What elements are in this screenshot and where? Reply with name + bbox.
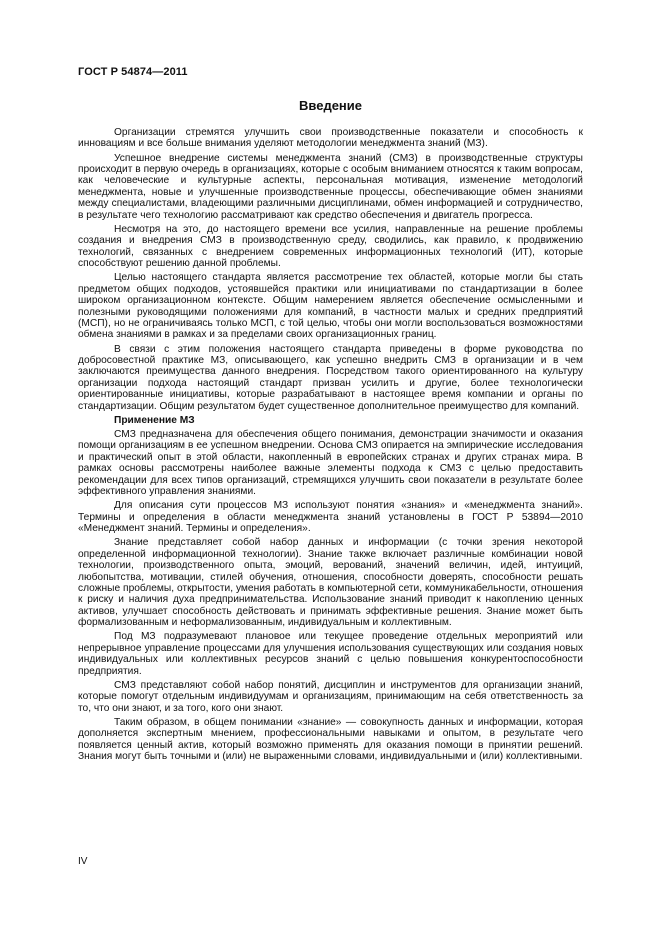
paragraph: Целью настоящего стандарта является рассмотрение тех областей, которые могли бы стать предметом общих подходов, устоявшейся практики или инициативами по стандартизации в более широком организационном контексте. Общим намерением является обеспечение осмысленными и полезными руководящими положениями для компаний, в частности малых и средних предприятий (МСП), но не ограничиваясь только МСП, с той целью, чтобы они могли воспользоваться возможностями обмена знаниями в рамках и за пределами своих организационных границ.	[78, 272, 583, 341]
body-text	[78, 127, 583, 765]
standard-header: ГОСТ Р 54874—2011	[78, 66, 188, 78]
paragraph: СМЗ предназначена для обеспечения общего понимания, демонстрации значимости и оказания помощи организациям в ее успешном внедрении. Основа СМЗ опирается на эмпирические исследования и практический опыт в этой области, накопленный в европейских странах и других странах мира. В рамках основы рассмотрены наиболее важные элементы подхода к СМЗ с целью предоставить рекомендации для всех типов организаций, стремящихся улучшить свои показатели в результате более эффективного управления знаниями.	[78, 428, 583, 498]
paragraph: Знание представляет собой набор данных и информации (с точки зрения некоторой определенной информационной технологии). Знание также включает различные комбинации новой технологии, производственного опыта, эмоций, верований, значений величин, идей, интуиций, любопытства, мотивации, стилей обучения, отношения, способности доверять, способности решать сложные проблемы, открытости, умения работать в компьютерной сети, коммуникабельности, отношения к риску и наличия духа предпринимательства. Использование знаний приводит к накоплению ценных активов, улучшает способность действовать и принимать эффективные решения. Знание может быть формализованным и неформализованным, индивидуальным и коллективным.	[78, 537, 583, 629]
paragraph: В связи с этим положения настоящего стандарта приведены в форме руководства по добросовестной практике МЗ, описывающего, как успешно внедрить СМЗ в организации и в чем заключаются преимущества данного внедрения. Посредством такого ориентированного на культуру организации подхода настоящий стандарт призван усилить и другие, более технологически ориентированные инициативы, которые разрабатывают в настоящее время компании и органы по стандартизации. Общим результатом будет существенное дополнительное преимущество для компаний.	[78, 343, 583, 412]
paragraph: Для описания сути процессов МЗ используют понятия «знания» и «менеджмента знаний». Термины и определения в области менеджмента знаний установлены в ГОСТ Р 53894—2010 «Менеджмент знаний. Термины и определения».	[78, 500, 583, 535]
paragraph: Несмотря на это, до настоящего времени все усилия, направленные на решение проблемы создания и внедрения СМЗ в производственную среду, сводились, как правило, к продвижению технологий, связанных с внедрением современных информационных технологий (ИТ), которые способствуют решению данной проблемы.	[78, 223, 583, 270]
paragraph: Успешное внедрение системы менеджмента знаний (СМЗ) в производственные структуры происходит в первую очередь в организациях, которые с особым вниманием относятся к таким вопросам, как человеческие и культурные аспекты, персональная мотивация, изменение методологий менеджмента, новые и улучшенные производственные процессы, обеспечивающие обмен знаниями между специалистами, владеющими различными дисциплинами, обмен информацией и сотрудничество, в результате чего технологию рассматривают как средство обеспечения и двигатель прогресса.	[78, 152, 583, 221]
paragraph: Таким образом, в общем понимании «знание» — совокупность данных и информации, которая дополняется экспертным мнением, профессиональными навыками и опытом, в результате чего появляется ценный актив, который возможно применять для оказания помощи в принятии решений. Знания могут быть точными и (или) не выраженными словами, индивидуальными и (или) коллективными.	[78, 716, 583, 763]
subheading: Применение МЗ	[114, 414, 195, 426]
paragraph: СМЗ представляют собой набор понятий, дисциплин и инструментов для организации знаний, которые помогут отдельным индивидуумам и организациям, принимающим на себя ответственность за то, что они знают, и за того, кого они знают.	[78, 679, 583, 714]
section-title: Введение	[299, 98, 362, 113]
paragraph: Организации стремятся улучшить свои производственные показатели и способность к инновациям и все больше внимания уделяют методологии менеджмента знаний (МЗ).	[78, 127, 583, 150]
paragraph: Под МЗ подразумевают плановое или текущее проведение отдельных мероприятий или непрерывное управление процессами для улучшения использования существующих или создания новых индивидуальных или коллективных ресурсов знаний с целью повышения конкурентоспособности предприятия.	[78, 631, 583, 677]
page-number: IV	[78, 856, 88, 867]
